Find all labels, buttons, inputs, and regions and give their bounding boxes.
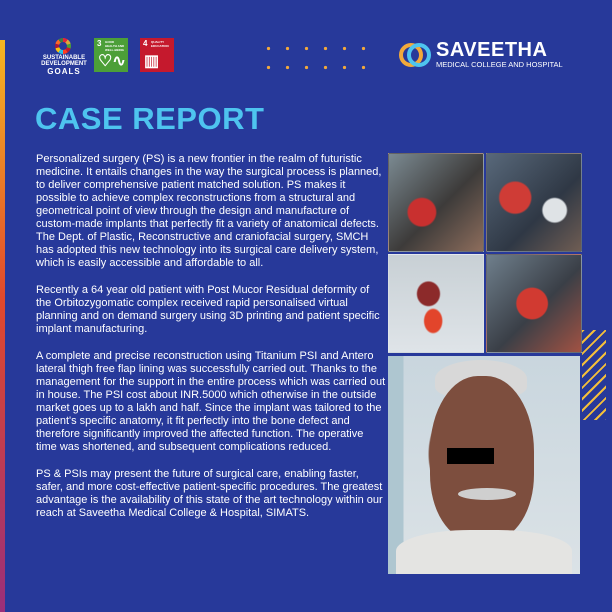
decorative-dots	[259, 39, 373, 72]
goal-3-title: GOOD HEALTH AND WELL-BEING	[105, 40, 125, 52]
surgery-photo-grid	[388, 153, 580, 351]
surgery-photo-2	[486, 153, 582, 252]
goal-3-number: 3	[97, 39, 102, 48]
heart-pulse-icon: ♡∿	[98, 53, 126, 70]
brand-name: SAVEETHA	[436, 39, 548, 61]
patient-photo	[388, 356, 580, 574]
sdg-goals-word: GOALS	[47, 67, 81, 76]
book-icon: ▥	[144, 53, 160, 70]
decorative-stripes	[582, 330, 606, 420]
goal-4-tile	[140, 38, 174, 72]
article-body	[36, 153, 386, 534]
surgery-photo-1	[388, 153, 484, 252]
surgery-photo-4	[486, 254, 582, 353]
sdg-label-top: SUSTAINABLE	[42, 55, 86, 61]
saveetha-logo-icon	[398, 38, 432, 72]
sdg-logo	[40, 38, 88, 74]
sdg-wheel-icon	[55, 38, 71, 54]
patient-mustache	[458, 488, 516, 500]
goal-3-tile	[94, 38, 128, 72]
paragraph-case: Recently a 64 year old patient with Post Mucor Residual deformity of the Orbitozygomatic complex received rapid personalised virtual planning and on demand surgery using 3D printing and patient specific implant manufacturing.	[36, 284, 380, 335]
goal-4-number: 4	[143, 39, 148, 48]
paragraph-conclusion: PS & PSIs may present the future of surgical care, enabling faster, safer, and more cost-effective patient-specific procedures. The greatest advantage is the availability of this state of the art technology within our reach at Saveetha Medical College & Hospital, SIMATS.	[36, 468, 383, 519]
patient-shirt	[396, 530, 572, 574]
brand-subtitle: MEDICAL COLLEGE AND HOSPITAL	[436, 60, 563, 69]
goal-4-title: QUALITY EDUCATION	[151, 40, 169, 48]
sdg-label-mid: DEVELOPMENT	[41, 61, 87, 67]
gradient-side-bar	[0, 40, 5, 612]
paragraph-outcome: A complete and precise reconstruction using Titanium PSI and Antero lateral thigh free flap lining was successfully carried out. Thanks to the management for the support in the entire process which was carried out in house. The PSI cost about INR.5000 which otherwise in the outside market goes up to a lakh and half. Since the implant was tailored to the patient's specific anatomy, it fit perfectly into the bone defect and therefore significantly improved the affected function. The operative time was shortened, and subsequent complications reduced.	[36, 350, 386, 453]
paragraph-intro: Personalized surgery (PS) is a new frontier in the realm of futuristic medicine. It entails changes in the way the surgical process is planned, to deliver comprehensive patient matched solution. PS makes it possible to achieve complex reconstructions from a structural and geometrical point of view through the design and manufacture of custom-made implants that perfectly fit a variety of anatomical defects. The Dept. of Plastic, Reconstructive and craniofacial surgery, SMCH has adopted this new technology into its surgical care delivery system, which is easily accessible and affordable to all.	[36, 153, 382, 269]
page-title: CASE REPORT	[35, 101, 265, 136]
sdg-label	[40, 55, 88, 67]
privacy-bar	[447, 448, 494, 464]
implant-photo	[388, 254, 484, 353]
